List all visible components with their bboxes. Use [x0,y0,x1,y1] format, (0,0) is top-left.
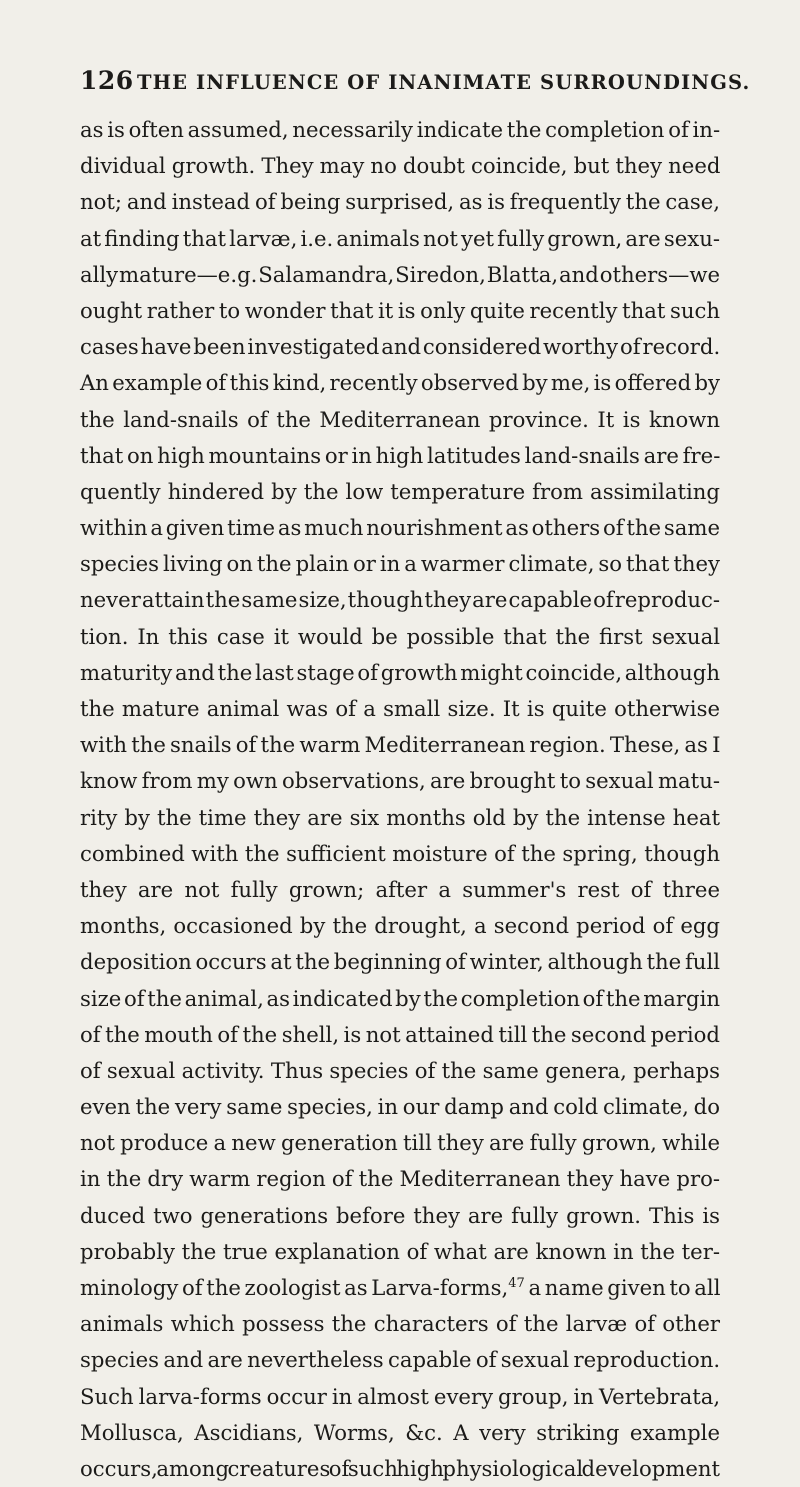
text-line: ally mature—e.g. Salamandra, Siredon, Blatta, and others—we [80,261,721,287]
page-number: 126 [80,66,134,95]
text-line: not; and instead of being surprised, as is frequently the case, [80,189,720,215]
text-line: they are not fully grown; after a summer's rest of three [80,876,720,902]
text-line: species and are nevertheless capable of sexual reproduction. [80,1347,721,1373]
text-segment: minology of the zoologist as Larva-forms, [80,1275,509,1300]
text-line: species living on the plain or in a warmer climate, so that they [80,551,720,577]
text-line: occurs, among creatures of such high physiological development [80,1455,721,1481]
text-line: within a given time as much nourishment as others of the same [80,515,721,541]
text-line: duced two generations before they are fully grown. This is [80,1202,720,1228]
text-line: Mollusca, Ascidians, Worms, &c. A very striking example [80,1419,720,1445]
running-head [80,66,751,96]
text-line: know from my own observations, are brought to sexual matu- [80,768,721,794]
text-line: never attain the same size, though they are capable of reproduc- [80,587,721,613]
text-line: probably the true explanation of what are known in the ter- [80,1238,720,1264]
text-line: even the very same species, in our damp and cold climate, do [80,1094,720,1120]
text-line: of the mouth of the shell, is not attained till the second period [80,1021,720,1047]
text-line: animals which possess the characters of the larvæ of other [80,1311,720,1337]
text-line: quently hindered by the low temperature from assimilating [80,478,720,504]
text-line: with the snails of the warm Mediterranean region. These, as I [80,732,721,758]
text-line: ought rather to wonder that it is only quite recently that such [80,297,720,323]
text-line: combined with the sufficient moisture of the spring, though [80,840,720,866]
text-line: An example of this kind, recently observed by me, is offered by [80,370,720,396]
text-line: not produce a new generation till they are fully grown, while [80,1130,720,1156]
text-line: the land-snails of the Mediterranean province. It is known [80,406,720,432]
text-line: months, occasioned by the drought, a second period of egg [80,913,720,939]
text-line: size of the animal, as indicated by the completion of the margin [80,985,721,1011]
text-line: deposition occurs at the beginning of winter, although the full [80,949,720,975]
running-title: THE INFLUENCE OF INANIMATE SURROUNDINGS. [137,71,751,94]
text-line: maturity and the last stage of growth might coincide, although [80,659,720,685]
text-line-with-footnote [80,1270,720,1306]
text-line: rity by the time they are six months old by the intense heat [80,804,720,830]
text-segment: a name given to all [524,1275,721,1300]
text-line: at finding that larvæ, i.e. animals not yet fully grown, are sexu- [80,225,720,251]
text-line: cases have been investigated and considered worthy of record. [80,334,721,360]
text-line: dividual growth. They may no doubt coincide, but they need [80,153,721,179]
text-line: as is often assumed, necessarily indicate the completion of in- [80,117,721,142]
footnote-reference: 47 [508,1275,525,1291]
text-line: of sexual activity. Thus species of the same genera, perhaps [80,1057,721,1083]
text-line: tion. In this case it would be possible that the first sexual [80,623,720,649]
text-line: in the dry warm region of the Mediterranean they have pro- [80,1166,720,1192]
text-line: the mature animal was of a small size. It is quite otherwise [80,696,720,721]
text-line: Such larva-forms occur in almost every group, in Vertebrata, [80,1383,721,1409]
text-line: that on high mountains or in high latitudes land-snails are fre- [80,442,721,468]
body-text [80,112,720,1487]
